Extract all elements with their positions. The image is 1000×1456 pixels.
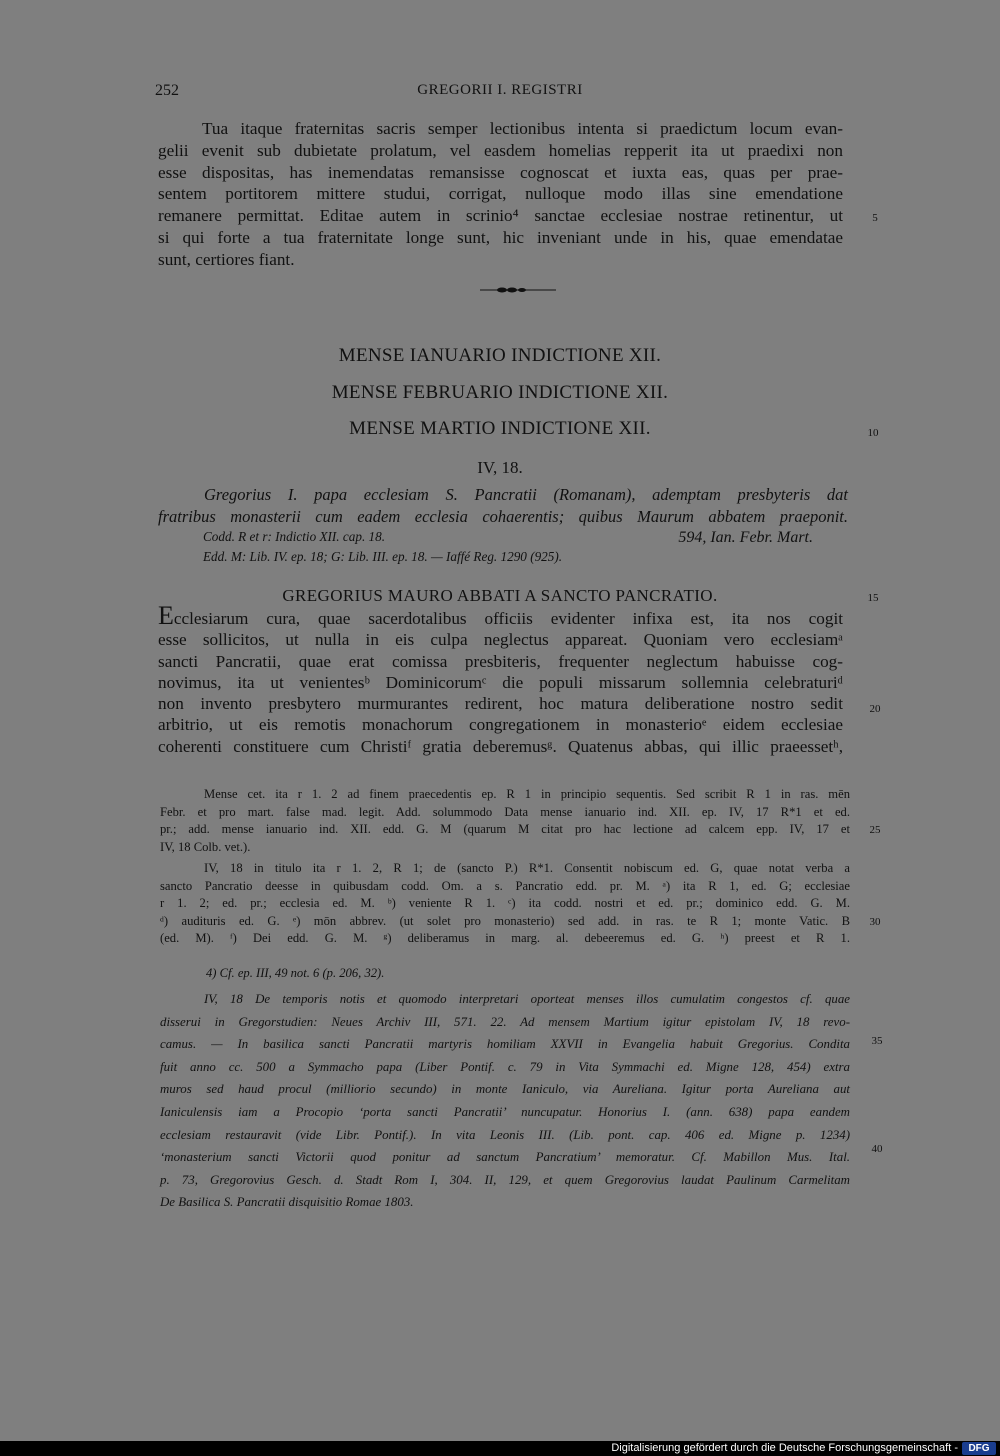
summary — [158, 484, 848, 527]
line-number: 15 — [867, 592, 879, 604]
text-line: gelii evenit sub dubietate prolatum, vel easdem homelias repperit ita ut praedixi non — [158, 140, 843, 160]
text-line: novimus, ita ut venientesᵇ Dominicorumᶜ die populi missarum sollemnia celebraturiᵈ — [158, 672, 843, 692]
text-line: coherenti constituere cum Christiᶠ gratia deberemusᵍ. Quatenus abbas, qui illic praeessetʰ, — [158, 736, 843, 756]
note-line: ‘monasterium sancti Victorii quod ponitur ad sanctum Pancratium’ memoratur. Cf. Mabillon Mus. Ital. — [160, 1150, 850, 1165]
note-line: ecclesiam restauravit (vide Libr. Pontif.). In vita Leonis III. (Lib. pont. cap. 406 ed. Migne p. 1234) — [160, 1127, 850, 1142]
paragraph-1 — [158, 118, 843, 271]
note-line: Mense cet. ita r 1. 2 ad finem praecedentis ep. R 1 in principio sequentis. Sed scribit R 1 in ras. mēn — [204, 787, 850, 801]
text-line — [158, 601, 843, 630]
section-heading: MENSE FEBRUARIO INDICTIONE XII. — [331, 382, 669, 403]
summary-line: fratribus monasterii cum eadem ecclesia cohaerentis; quibus Maurum abbatem praeponit. — [158, 506, 848, 526]
note-line: Febr. et pro mart. false mad. legit. Add. solummodo Data mense ianuario ind. XII. ep. IV, 17 R*1 et ed. — [160, 804, 850, 819]
section-heading: MENSE IANUARIO INDICTIONE XII. — [338, 345, 662, 366]
apparatus-note-a — [160, 786, 850, 856]
summary-line: Gregorius I. papa ecclesiam S. Pancratii (Romanam), ademptam presbyteris dat — [204, 485, 848, 504]
line-number: 30 — [869, 916, 881, 928]
document-date: 594, Ian. Febr. Mart. — [678, 529, 813, 546]
paragraph-2 — [158, 601, 843, 757]
text-line: Tua itaque fraternitas sacris semper lectionibus intenta si praedictum locum evan- — [202, 119, 843, 138]
editions-line: Edd. M: Lib. IV. ep. 18; G: Lib. III. ep. 18. — Iaffé Reg. 1290 (925). — [203, 549, 563, 564]
text-line: sentem portitorem mittere studui, corrigat, nulloque modo illas sine emendatione — [158, 184, 843, 204]
note-line: Ianiculensis iam a Procopio ‘porta sancti Pancratii’ nuncupatur. Honorius I. (ann. 638) papa eandem — [160, 1104, 850, 1119]
dfg-logo: DFG — [962, 1442, 996, 1455]
text-line: esse dispositas, has inemendatas remansisse cognoscat et iuxta eas, quas per prae- — [158, 162, 843, 182]
footnote-4: 4) Cf. ep. III, 49 not. 6 (p. 206, 32). — [206, 966, 385, 980]
funding-footer — [0, 1441, 1000, 1456]
text-line: sunt, certiores fiant. — [158, 249, 295, 269]
note-line: disserui in Gregorstudien: Neues Archiv III, 571. 22. Ad mensem Martium igitur epistolam IV, 18 revo- — [160, 1014, 850, 1029]
commentary-note — [160, 988, 850, 1214]
note-line: ᵈ) audituris ed. G. ᵉ) mōn abbrev. (ut solet pro monasterio) sed add. in ras. te R 1; monte Vatic. B — [160, 913, 850, 928]
text-line: arbitrio, ut eis remotis monachorum congregationem in monasterioᵉ eidem ecclesiae — [158, 715, 843, 735]
footer-text: Digitalisierung gefördert durch die Deutsche Forschungsgemeinschaft - — [611, 1442, 958, 1454]
document-number: IV, 18. — [477, 458, 523, 477]
initial-letter: E — [158, 601, 174, 630]
note-line: p. 73, Gregorovius Gesch. d. Stadt Rom I, 304. II, 129, et quem Gregorovius laudat Paulinum Carmelitam — [160, 1172, 850, 1187]
line-number: 40 — [871, 1143, 883, 1155]
note-line: De Basilica S. Pancratii disquisitio Romae 1803. — [160, 1195, 414, 1210]
codices-text: Codd. R et r: Indictio XII. cap. 18. — [203, 529, 386, 544]
note-line: fuit anno cc. 500 a Symmacho papa (Liber Pontif. c. 79 in Vita Symmachi ed. Migne 128, 454) extra — [160, 1059, 850, 1074]
text-line: non invento presbytero murmurantes redirent, hoc matura deliberatione nostro sedit — [158, 694, 843, 714]
line-number: 35 — [871, 1035, 883, 1047]
note-line: camus. — In basilica sancti Pancratii martyris homiliam XXVII in Evangelia habuit Gregorius. Condita — [160, 1037, 850, 1052]
line-number: 5 — [872, 212, 878, 224]
note-line: IV, 18 in titulo ita r 1. 2, R 1; de (sancto P.) R*1. Consentit nobiscum ed. G, quae notat verba a — [204, 861, 850, 875]
note-line: sancto Pancratio deesse in quibusdam codd. Om. a s. Pancratio edd. pr. M. ᵃ) ita R 1, ed. G; ecclesiae — [160, 878, 850, 893]
section-heading: MENSE MARTIO INDICTIONE XII. — [349, 418, 651, 439]
line-number: 10 — [867, 427, 879, 439]
ornament-divider — [478, 284, 558, 296]
note-line: pr.; add. mense ianuario ind. XII. edd. G. M (quarum M citat pro hac lectione ad calcem epp. IV, 17 et — [160, 822, 850, 837]
text-line: remanere permittat. Editae autem in scrinio⁴ sanctae ecclesiae nostrae retinentur, ut — [158, 206, 843, 226]
text-fragment: cclesiarum cura, quae sacerdotalibus officiis evidenter infixa est, ita nos cogit — [173, 609, 843, 628]
text-line: sancti Pancratii, quae erat comissa presbiteris, frequenter neglectum habuisse cog- — [158, 651, 843, 671]
note-line: r 1. 2; ed. pr.; ecclesia ed. M. ᵇ) veniente R 1. ᶜ) ita codd. nostri et ed. pr.; dominico edd. G. M. — [160, 896, 850, 911]
line-number: 25 — [869, 824, 881, 836]
note-line: muros sed haud procul (milliorio secundo) in monte Ianiculo, via Aureliana. Igitur porta Aureliana aut — [160, 1082, 850, 1097]
codices-line — [203, 529, 813, 547]
note-line: (ed. M). ᶠ) Dei edd. G. M. ᵍ) deliberamus in marg. al. debeeremus ed. G. ʰ) preest et R 1. — [160, 931, 850, 946]
text-line: si qui forte a tua fraternitate longe sunt, hic inveniant unde in his, quae emendatae — [158, 227, 843, 247]
note-line: IV, 18 De temporis notis et quomodo interpretari oporteat menses illos cumulatim congestos cf. quae — [204, 992, 850, 1006]
text-line: esse sollicitos, ut nulla in eis culpa neglectus appareat. Quoniam vero ecclesiamᵃ — [158, 630, 843, 650]
line-number: 20 — [869, 703, 881, 715]
note-line: IV, 18 Colb. vet.). — [160, 839, 251, 854]
letter-address: GREGORIUS MAURO ABBATI A SANCTO PANCRATIO. — [282, 586, 718, 605]
running-title: GREGORII I. REGISTRI — [417, 82, 583, 98]
page-number: 252 — [155, 82, 179, 99]
apparatus-note-b — [160, 860, 850, 948]
